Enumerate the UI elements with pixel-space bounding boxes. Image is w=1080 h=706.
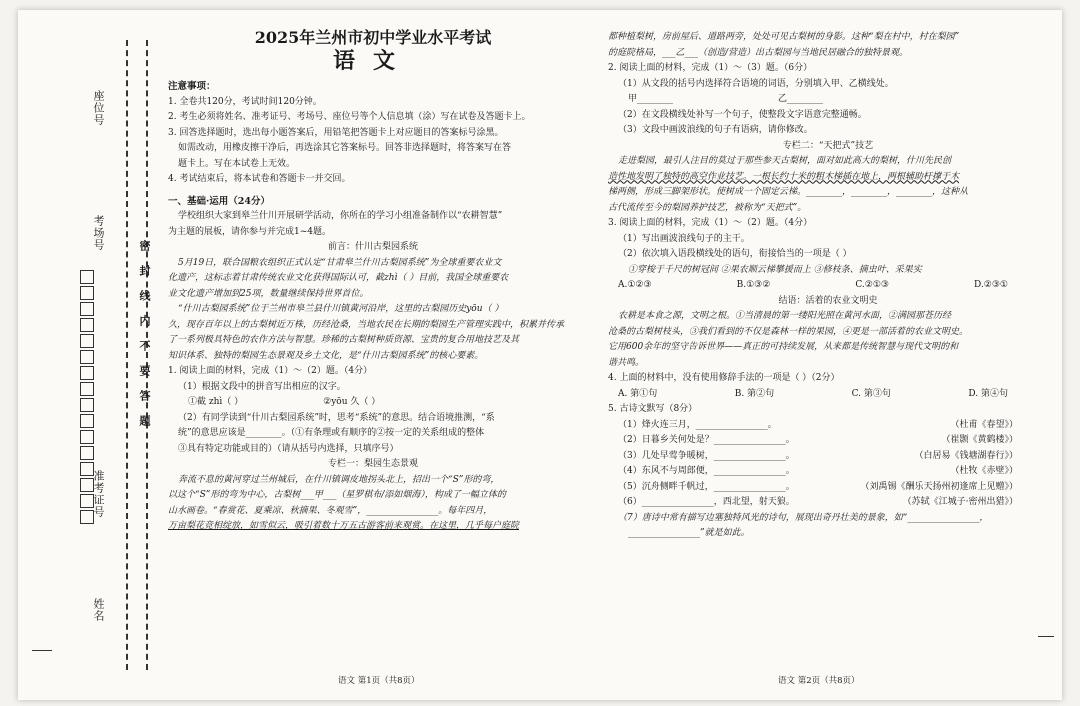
question-2-1-blanks [608,92,1048,108]
passage-line: “什川古梨园系统”位于兰州市皋兰县什川镇黄河沿岸，这里的古梨园历史yōu（ ） [178,304,504,314]
poem-text: （3）几处早莺争暖树，________________。 [618,450,795,461]
poem-line [608,495,1048,511]
question-4: 4. 上面的材料中，没有使用修辞手法的一项是（ ）（2分） [608,373,840,383]
notice-item: 2. 考生必须将姓名、准考证号、考场号、座位号等个人信息填（涂）写在试卷及答题卡上。 [168,112,531,122]
passage-line: 业文化遗产增加到25项，数量继续保持世界首位。 [168,288,369,299]
question-5-7: （7）唐诗中常有描写边塞独特风光的诗句，展现出奇丹壮美的景象，如“________________， [618,512,989,523]
option-d: D. 第④句 [968,388,1008,399]
passage-line: 以这个“S”形的弯为中心，古梨树___甲___（星罗棋布/添如烟海），构成了一幅立体的 [168,490,506,500]
question-5: 5. 古诗文默写（8分） [608,404,698,414]
passage-line: 沧桑的古梨树枝头，③我们看到的不仅是森林一样的果园，④更是一部活着的农业文明史。 [608,326,969,337]
poem-source: （崔颢《黄鹤楼》） [941,435,1018,445]
passage-line: 谐共鸣。 [608,357,645,368]
option-c: C. 第③句 [851,388,891,399]
notice-item: 4. 考试结束后，将本试卷和答题卡一并交回。 [168,174,351,184]
passage-line: 山水画卷。“春赏花、夏乘凉、秋摘果、冬观雪”，________________。每年四月， [168,505,493,516]
exam-no-label: 考场号 [92,215,105,251]
subject-title: 语文 [332,47,413,74]
answer-a: ①截 zhì（ ） [188,397,244,407]
column2-title: 专栏二：“天把式”技艺 [782,140,874,151]
blank-jia: 甲________ [628,94,674,104]
column1-title: 专栏一：梨园生态景观 [327,459,418,469]
conclusion-title: 结语：活着的农业文明史 [778,295,878,306]
question-5-7: ________________”就是如此。 [628,528,750,538]
answer-b: ②yōu 久（ ） [323,397,381,407]
passage-fragment: 沧桑，当地农民在长期的梨园生产管理实践中，积累并传承 [330,319,565,330]
passage-line: 的庭院格局，___乙___（创造/营造）出古梨园与当地民居融合的独特景观。 [608,47,909,58]
option-d: D.②③① [974,280,1008,290]
notice-item: 题卡上。写在本试卷上无效。 [178,158,296,169]
page-one [168,30,578,535]
passage-line: 农耕是本食之源，文明之根。①当清晨的第一缕阳光照在黄河水面，②满园那苍历经 [618,311,952,321]
question-2-1: （1）从文段的括号内选择符合语境的词语，分别填入甲、乙横线处。 [618,78,894,89]
question-2-2: （2）在文段横线处补写一个句子，使整段文字语意完整通畅。 [618,109,867,120]
notice-item: 1. 全卷共120分，考试时间120分钟。 [168,96,322,107]
question-4-options [608,387,1048,403]
question-3-2: （2）依次填入语段横线处的语句，衔接恰当的一项是（ ） [618,249,852,259]
page-footer: 语文 第1页（共8页） [338,676,420,686]
poem-source: （苏轼《江城子·密州出猎》） [902,497,1018,507]
poem-source: （杜牧《赤壁》） [950,466,1018,476]
page-two [608,30,1048,542]
poem-line [608,464,1048,480]
passage-line: 它用600余年的坚守告诉世界——真正的可持续发展，从来都是传统智慧与现代文明的和 [608,342,959,352]
question-3-1: （1）写出画波浪线句子的主干。 [618,233,750,244]
seal-warning: 密封线内不要答题 [138,240,151,440]
pen-mark [1038,636,1054,637]
passage-line: 奔流不息的黄河穿过兰州城后，在什川镇调皮地拐头北上，招出一个“S”形的弯， [178,474,500,485]
option-b: B. 第②句 [734,388,775,399]
preface-title: 前言：什川古梨园系统 [327,242,418,252]
seat-label: 座位号 [92,90,105,126]
name-label: 姓名 [92,598,105,622]
option-a: A. 第①句 [618,388,658,399]
question-3-options [608,278,1048,294]
poem-source: （杜甫《春望》） [950,419,1018,430]
passage-line [168,318,578,334]
notice-item: 3. 回答选择题时，选出每小题答案后，用铅笔把答题卡上对应题目的答案标号涂黑。 [168,127,504,138]
poem-line [608,480,1048,496]
option-b: B.①③② [736,280,771,290]
intro-line: 学校组织大家到皋兰什川开展研学活动，你所在的学习小组准备制作以“农耕智慧” [178,211,503,221]
question-3-options-text: ①穿梭于千尺的树冠间 ②果农顺云梯攀援而上 ③修枝条、摘虫叶、采果实 [628,264,922,275]
poem-text: （6）________________，西北望，射天狼。 [618,497,795,507]
poem-source: （刘禹锡《酬乐天扬州初逢席上见赠》） [860,481,1018,492]
question-1-2: 统”的意思应该是________。（①有条理或有顺序的②按一定的关系组成的整体 [178,428,485,438]
section-heading: 一、基础·运用（24分） [168,195,271,207]
page-footer: 语文 第2页（共8页） [778,676,860,686]
exam-sheet [18,10,1062,700]
question-1-2: ③具有特定功能或目的）（请从括号内选择，只填序号） [178,443,399,454]
ticket-label: 准考证号 [92,470,105,518]
notice-item: 如需改动，用橡皮擦干净后，再选涂其它答案标号。回答非选择题时，将答案写在答 [178,143,512,153]
notice-heading: 注意事项： [168,81,216,92]
option-c: C.②①③ [855,280,889,290]
question-1-2: （2）有同学读到“什川古梨园系统”时，思考“系统”的意思。结合语境推测，“系 [178,412,495,423]
passage-line: 知识体系、独特的梨园生态景观及乡土文化，是“什川古梨园系统”的核心要素。 [168,350,484,361]
poem-text: （5）沉舟侧畔千帆过，________________。 [618,481,795,492]
passage-line-wavy: 造性地发明了独特的高空作业技艺。一根长约十米的粗木梯插在地上，两根辅助杆撑于木 [608,171,960,182]
exam-title: 2025年兰州市初中学业水平考试 [254,28,492,47]
question-1-1: （1）根据文段中的拼音写出相应的汉字。 [178,381,346,392]
passage-fragment: 久，现存百年以上的古梨树近万株，历经 [168,319,331,330]
question-1: 1. 阅读上面的材料，完成（1）～（2）题。（4分） [168,366,373,376]
passage-line: 都种植梨树，房前屋后、道路两旁，处处可见古梨树的身影。这种“梨在村中，村在梨园” [608,32,960,42]
question-2: 2. 阅读上面的材料，完成（1）～（3）题。（6分） [608,63,813,73]
poem-text: （4）东风不与周郎便，________________。 [618,466,795,476]
passage-line: 5月19日，联合国粮农组织正式认定“甘肃皋兰什川古梨园系统”为全球重要农业文 [178,257,502,268]
option-a: A.①②③ [618,280,652,290]
poem-line [608,418,1048,434]
binding-margin [18,10,158,700]
question-3: 3. 阅读上面的材料，完成（1）～（2）题。（4分） [608,218,813,228]
poem-text: （2）日暮乡关何处是？________________。 [618,435,795,445]
pen-mark [32,650,52,651]
poem-text: （1）烽火连三月，________________。 [618,419,777,430]
passage-line: 古代流传至今的梨园养护技艺，被称为“天把式”。 [608,202,807,213]
question-2-3: （3）文段中画波浪线的句子有语病，请你修改。 [618,125,813,135]
passage-line: 万亩梨花竞相绽放，如雪似云，吸引着数十万五古游客前来观赏。在这里，几乎每户庭院 [168,521,520,531]
poem-line [608,433,1048,449]
seal-line-outer [126,40,128,670]
passage-line: 梯两侧，形成三脚架形状。使树成一个固定云梯。________，________，________，这种从 [608,187,969,197]
poem-source: （白居易《钱塘湖春行》） [914,450,1018,461]
passage-line: 走进梨园，最引人注目的莫过于那些参天古梨树，面对如此高大的梨树，什川先民创 [618,156,952,166]
poem-line [608,449,1048,465]
passage-line: 化遗产，这标志着甘肃传统农业文化获得国际认可，截zhì（ ）目前，我国全球重要农 [168,273,509,283]
intro-line: 为主题的展板，请你参与并完成1~4题。 [168,226,331,237]
question-1-1-answers [168,395,578,411]
blank-yi: 乙________ [778,94,824,104]
passage-line: 了一系列极具特色的农作方法与智慧。珍稀的古梨树种质资源、宝贵的复合用地技艺及其 [168,335,520,345]
